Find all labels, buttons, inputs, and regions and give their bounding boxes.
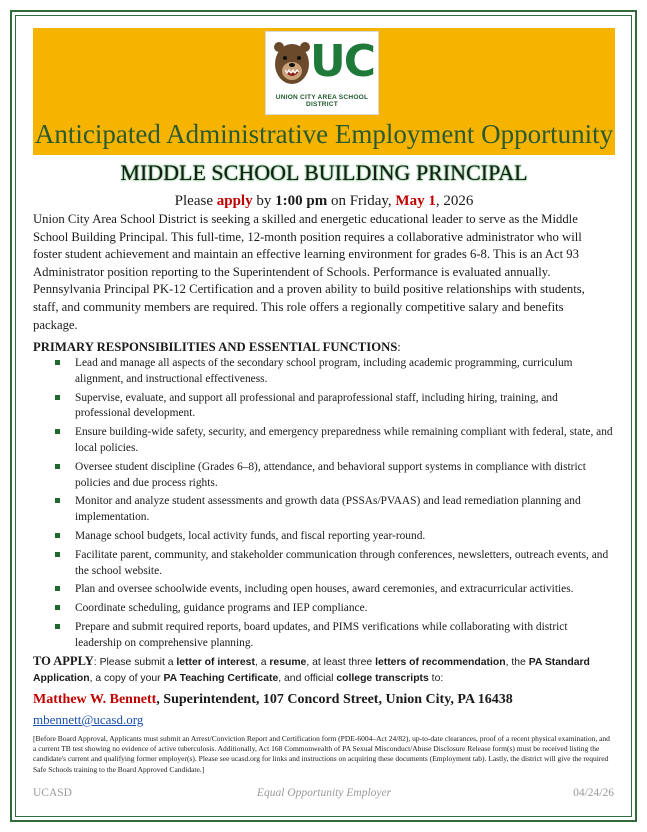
apply-item-application: PA Standard Application (33, 657, 590, 684)
apply-item-letter: letter of interest (176, 657, 255, 668)
deadline-line (33, 191, 615, 211)
bear-icon (272, 38, 312, 90)
main-title: Anticipated Administrative Employment Opportunity (34, 119, 614, 149)
list-item (55, 460, 615, 492)
apply-label: TO APPLY (33, 654, 94, 668)
footer-center: Equal Opportunity Employer (256, 787, 392, 799)
apply-text: , the (505, 657, 529, 668)
responsibilities-heading-text: PRIMARY RESPONSIBILITIES AND ESSENTIAL FUNCTIONS (33, 340, 398, 354)
list-item (55, 601, 615, 617)
list-item (55, 620, 615, 652)
contact-email-link[interactable]: mbennett@ucasd.org (33, 712, 144, 727)
responsibilities-list (55, 356, 615, 655)
list-item (55, 529, 615, 545)
bullet-icon (55, 624, 60, 629)
responsibilities-colon: : (397, 340, 401, 354)
list-item (55, 548, 615, 580)
apply-item-transcripts: college transcripts (336, 672, 429, 684)
intro-paragraph: Union City Area School District is seeking a skilled and energetic educational leader to serve as the Middle School Building Principal. This full-time, 12-month position requires a collaborative administrator who will foster student achievement and maintain an effective learning environment for grades 6-8. This is an Act 93 Administrator position reporting to the Superintendent of Schools. Performance is evaluated annually. Pennsylvania Principal PK-12 Certification and a proven ability to build positive relationships with students, staff, and community members are required. This role offers a regionally competitive salary and benefits package. (33, 212, 585, 332)
list-item-text: Lead and manage all aspects of the secondary school program, including academic programming, curriculum alignment, and instructional effectiveness. (75, 357, 573, 385)
bullet-icon (55, 533, 60, 538)
apply-item-certificate: PA Teaching Certificate (163, 672, 279, 684)
footer-right: 04/24/26 (573, 787, 614, 799)
deadline-prefix: Please (174, 193, 217, 209)
district-logo (265, 31, 379, 115)
apply-text: , a (254, 657, 270, 668)
bullet-icon (55, 586, 60, 591)
deadline-time: 1:00 pm (275, 193, 328, 209)
contact-details: , Superintendent, 107 Concord Street, Union City, PA 16438 (156, 692, 513, 707)
deadline-date: May 1 (395, 193, 436, 209)
bullet-icon (55, 395, 60, 400)
list-item (55, 425, 615, 457)
list-item-text: Manage school budgets, local activity funds, and fiscal reporting year-round. (75, 529, 426, 542)
apply-text: to: (428, 672, 444, 684)
apply-text: , at least three (306, 657, 376, 668)
list-item (55, 356, 615, 388)
bullet-icon (55, 552, 60, 557)
bullet-icon (55, 360, 60, 365)
apply-text: : Please submit a (93, 657, 177, 668)
contact-name: Matthew W. Bennett (33, 692, 157, 707)
bullet-icon (55, 429, 60, 434)
list-item-text: Plan and oversee schoolwide events, including open houses, award ceremonies, and extracurricular activities. (75, 583, 574, 596)
deadline-apply-word: apply (216, 193, 253, 209)
list-item (55, 391, 615, 423)
list-item-text: Ensure building-wide safety, security, and emergency preparedness while remaining compliant with federal, state, and local policies. (75, 426, 613, 454)
apply-item-resume: resume (269, 657, 307, 668)
deadline-year: , 2026 (435, 193, 474, 209)
deadline-by: by (252, 193, 276, 209)
list-item-text: Supervise, evaluate, and support all professional and paraprofessional staff, including hiring, training, and professional development. (75, 391, 558, 420)
list-item-text: Monitor and analyze student assessments and growth data (PSSAs/PVAAS) and lead remediation planning and implementation. (75, 495, 581, 524)
job-title: MIDDLE SCHOOL BUILDING PRINCIPAL (120, 160, 528, 185)
apply-item-recommendations: letters of recommendation (375, 657, 506, 668)
list-item-text: Prepare and submit required reports, board updates, and PIMS verifications while collaborating with district leadership on comprehensive planning. (75, 620, 568, 649)
apply-text: , and official (278, 672, 337, 684)
apply-instructions (33, 654, 613, 686)
responsibilities-heading (33, 338, 401, 356)
fine-print: [Before Board Approval, Applicants must submit an Arrest/Conviction Report and Certification form (PDE-6004–Act 24/82), up-to-date clearances, proof of a recent physical examination, and a current TB test showing no evidence of active tuberculosis. Additionally, Act 168 Commonwealth of PA Sexual Misconduct/Abuse Disclosure Release form(s) must be received listing the candidate's current and qualifying former employer(s). Please see ucasd.org for links and instructions on acquiring these documents (Employment tab). Lastly, the district will give the required Safe Schools training to the Board Approved Candidate.] (33, 734, 610, 774)
footer-left: UCASD (33, 787, 72, 799)
bullet-icon (55, 464, 60, 469)
apply-text: , a copy of your (89, 672, 164, 684)
list-item-text: Facilitate parent, community, and stakeholder communication through conferences, newsletters, outreach events, and the school website. (75, 548, 609, 577)
bullet-icon (55, 605, 60, 610)
list-item-text: Oversee student discipline (Grades 6–8), attendance, and behavioral support systems in compliance with district policies and due process rights. (75, 460, 586, 489)
list-item (55, 494, 615, 526)
logo-letters: UC (310, 36, 375, 87)
logo-district-label: UNION CITY AREA SCHOOL DISTRICT (275, 94, 369, 108)
deadline-on: on Friday, (327, 193, 396, 209)
contact-line (33, 690, 513, 710)
bullet-icon (55, 498, 60, 503)
list-item (55, 582, 615, 598)
list-item-text: Coordinate scheduling, guidance programs and IEP compliance. (75, 602, 368, 615)
